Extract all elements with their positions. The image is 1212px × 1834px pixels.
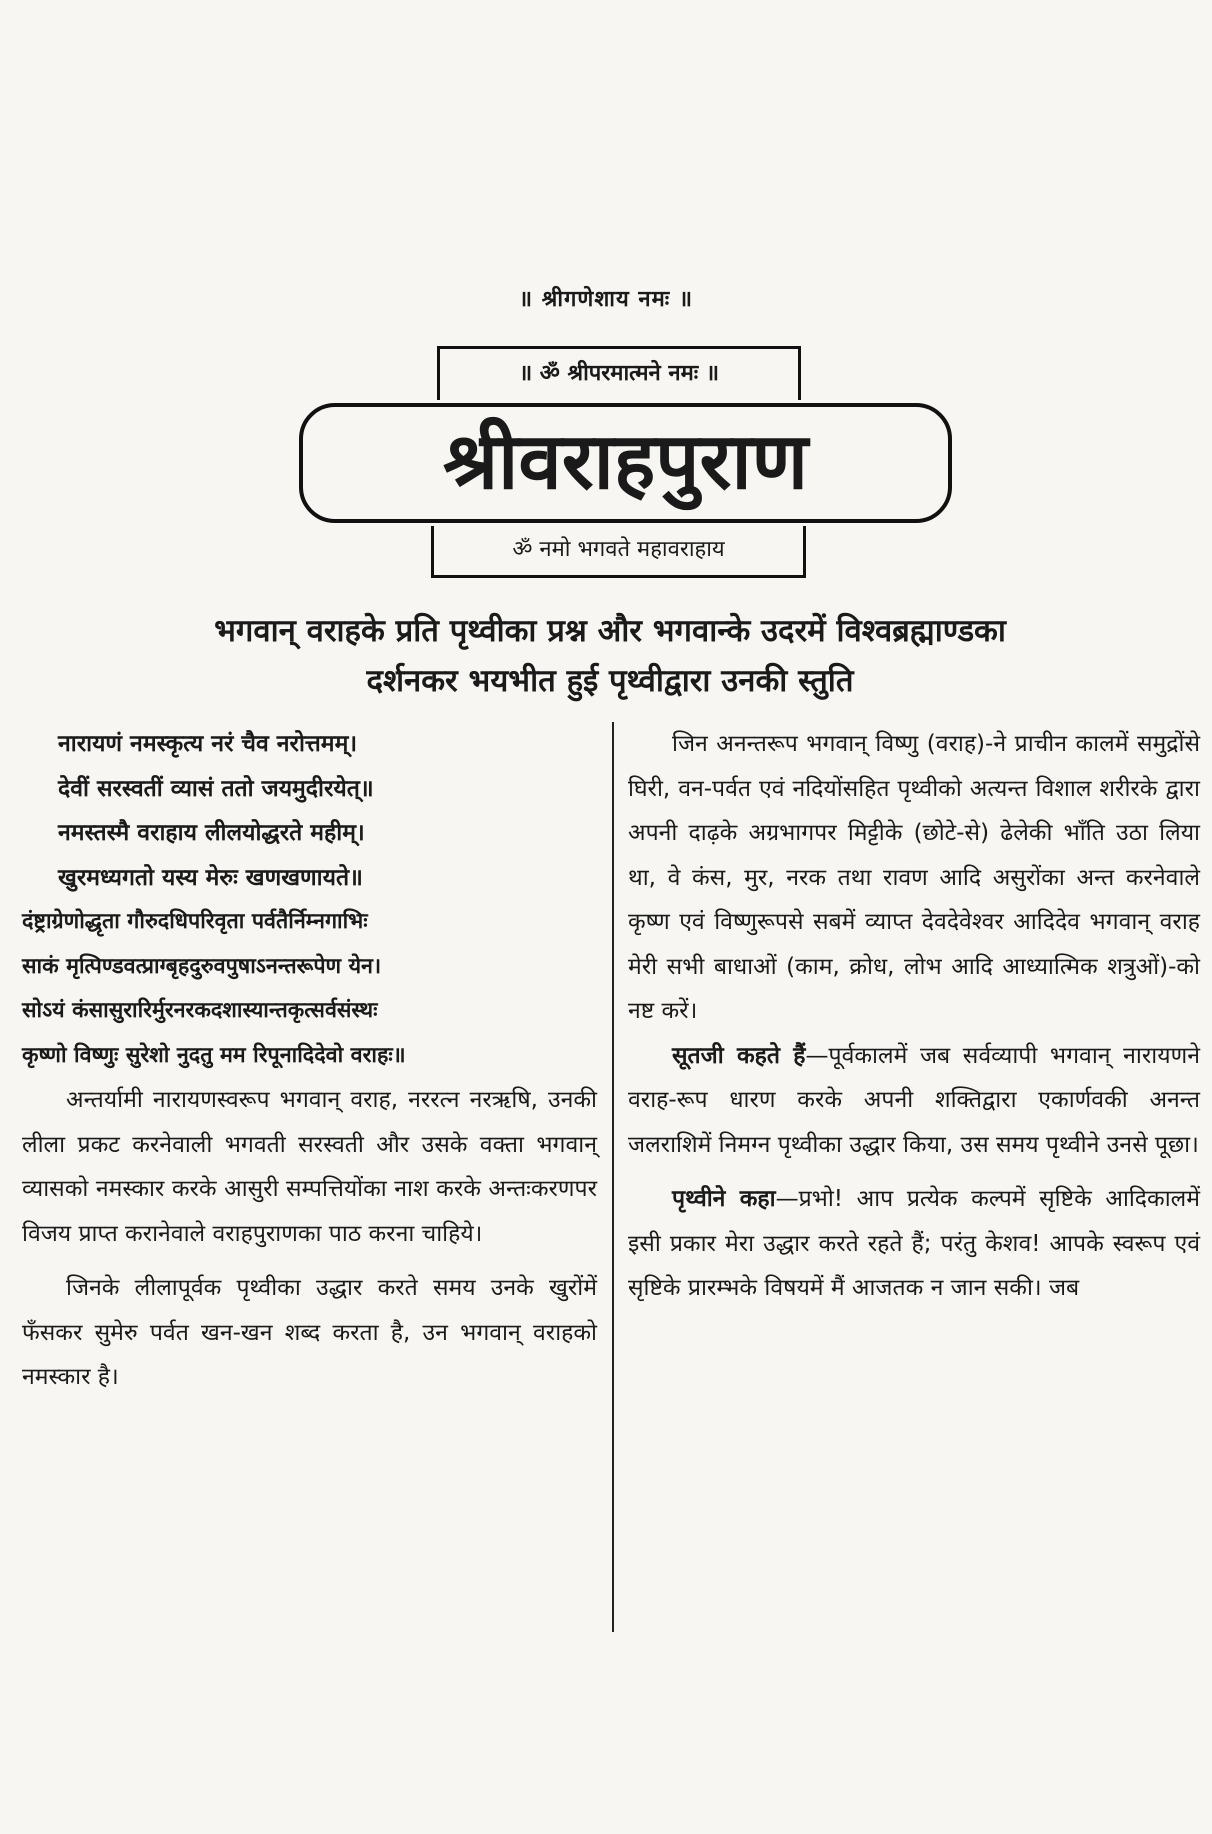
paragraph: अन्तर्यामी नारायणस्वरूप भगवान् वराह, नररत्न नरऋषि, उनकी लीला प्रकट करनेवाली भगवती सरस्वती और उसके वक्ता भगवान् व्यासको नमस्कार करके आसुरी सम्पत्तियोंका नाश करके अन्तःकरणपर विजय प्राप्त करानेवाले वराहपुराणका पाठ करना चाहिये।: [22, 1087, 597, 1247]
speaker-label: सूतजी कहते हैं: [672, 1042, 806, 1069]
paragraph: [628, 1034, 1200, 1168]
chapter-heading: [60, 606, 1160, 706]
paragraph: जिनके लीलापूर्वक पृथ्वीका उद्धार करते समय उनके खुरोंमें फँसकर सुमेरु पर्वत खन-खन शब्द करता है, उन भगवान् वराहको नमस्कार है।: [22, 1275, 597, 1390]
column-divider: [612, 722, 614, 1632]
left-column: [22, 722, 597, 1400]
verse-line: नारायणं नमस्कृत्य नरं चैव नरोत्तमम्।: [58, 731, 358, 757]
chapter-heading-line1: भगवान् वराहके प्रति पृथ्वीका प्रश्न और भगवान्के उदरमें विश्वब्रह्माण्डका: [214, 613, 1006, 649]
box-bottom-invocation: ॐ नमो भगवते महावराहाय: [431, 526, 806, 578]
paragraph-text: —प्रभो! आप प्रत्येक कल्पमें सृष्टिके आदिकालमें इसी प्रकार मेरा उद्धार करते रहते हैं; परंतु केशव! आपके स्वरूप एवं सृष्टिके प्रारम्भके विषयमें मैं आजतक न जान सकी। जब: [628, 1186, 1200, 1301]
verse-line: साकं मृत्पिण्डवत्प्राग्बृहदुरुवपुषाऽनन्तरूपेण येन।: [22, 953, 382, 979]
verse-line: नमस्तस्मै वराहाय लीलयोद्धरते महीम्।: [58, 820, 365, 846]
paragraph: [628, 1177, 1200, 1311]
speaker-label: पृथ्वीने कहा: [672, 1186, 776, 1212]
box-top-invocation: ॥ ॐ श्रीपरमात्मने नमः ॥: [437, 346, 801, 400]
paragraph-text: —पूर्वकालमें जब सर्वव्यापी भगवान् नारायणने वराह-रूप धारण करके अपनी शक्तिद्वारा एकार्णवकी अनन्त जलराशिमें निमग्न पृथ्वीका उद्धार किया, उस समय पृथ्वीने उनसे पूछा।: [628, 1042, 1200, 1158]
verse-line: दंष्ट्राग्रेणोद्धृता गौरुदधिपरिवृता पर्वतैर्निम्नगाभिः: [22, 909, 368, 934]
verse-line: खुरमध्यगतो यस्य मेरुः खणखणायते॥: [58, 864, 363, 891]
verse-line: देवीं सरस्वतीं व्यासं ततो जयमुदीरयेत्॥: [58, 775, 374, 802]
verse-line: सोऽयं कंसासुरारिर्मुरनरकदशास्यान्तकृत्सर्वसंस्थः: [22, 998, 378, 1023]
right-column: [628, 722, 1200, 1311]
paragraph: जिन अनन्तरूप भगवान् विष्णु (वराह)-ने प्राचीन कालमें समुद्रोंसे घिरी, वन-पर्वत एवं नदियोंसहित पृथ्वीको अत्यन्त विशाल शरीरके द्वारा अपनी दाढ़के अग्रभागपर मिट्टीके (छोटे-से) ढेलेकी भाँति उठा लिया था, वे कंस, मुर, नरक तथा रावण आदि असुरोंका अन्त करनेवाले कृष्ण एवं विष्णुरूपसे सबमें व्याप्त देवदेवेश्वर आदिदेव भगवान् वराह मेरी सभी बाधाओं (काम, क्रोध, लोभ आदि आध्यात्मिक शत्रुओं)-को नष्ट करें।: [628, 731, 1200, 1024]
verse-line: कृष्णो विष्णुः सुरेशो नुदतु मम रिपूनादिदेवो वराहः॥: [22, 1042, 406, 1068]
invocation-line: ॥ श्रीगणेशाय नमः ॥: [518, 287, 694, 312]
chapter-heading-line2: दर्शनकर भयभीत हुई पृथ्वीद्वारा उनकी स्तुति: [366, 663, 854, 699]
page-title: श्रीवराहपुराण: [299, 403, 952, 523]
